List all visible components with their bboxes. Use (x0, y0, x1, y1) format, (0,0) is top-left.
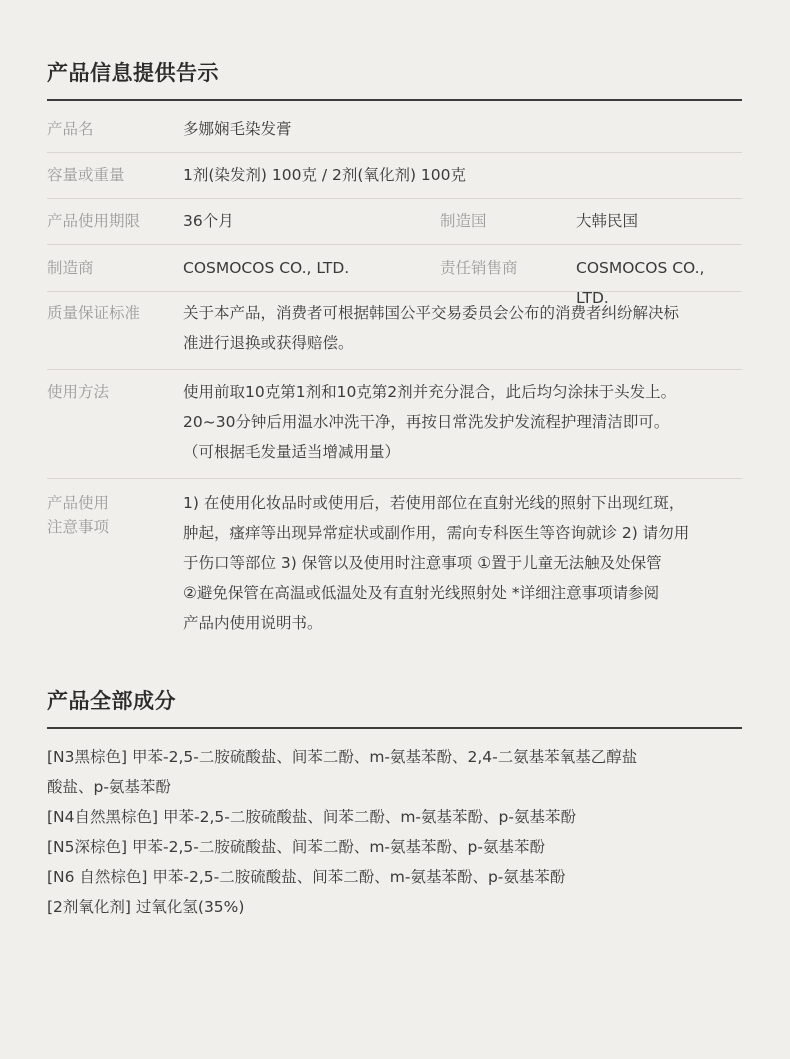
section-divider (47, 99, 742, 101)
row-maker (47, 245, 742, 307)
ingredient-line (47, 862, 742, 892)
caution-line: 于伤口等部位 3) 保管以及使用时注意事项 ①置于儿童无法触及处保管 (183, 554, 662, 572)
value-capacity: 1剂(染发剂) 100克 / 2剂(氧化剂) 100克 (183, 166, 467, 184)
value-product-name: 多娜娴毛染发膏 (183, 120, 292, 138)
row-usage (47, 370, 742, 479)
ingredient-tag: [N6 自然棕色] (47, 868, 148, 886)
product-info-table (47, 106, 742, 649)
value-seller: COSMOCOS CO., LTD. (576, 259, 705, 307)
label-caution (47, 491, 109, 539)
usage-line: （可根据毛发量适当增减用量） (183, 443, 401, 461)
usage-line: 20~30分钟后用温水冲洗干净，再按日常洗发护发流程护理清洁即可。 (183, 413, 670, 431)
ingredient-text: 过氧化氢(35%) (130, 898, 245, 916)
section-title-ingredients: 产品全部成分 (47, 689, 176, 713)
label-country: 制造国 (440, 212, 487, 230)
label-seller: 责任销售商 (440, 259, 518, 277)
caution-line: 肿起，瘙痒等出现异常症状或副作用，需向专科医生等咨询就诊 2) 请勿用 (183, 524, 690, 542)
value-warranty (183, 298, 679, 358)
row-caution (47, 479, 742, 649)
ingredients-list (47, 742, 742, 922)
value-caution (183, 488, 689, 638)
ingredient-tag: [N3黑棕色] (47, 748, 128, 766)
label-expiry: 产品使用期限 (47, 212, 141, 230)
row-capacity (47, 153, 742, 199)
ingredient-line (47, 892, 742, 922)
value-maker: COSMOCOS CO., LTD. (183, 259, 350, 277)
section-divider (47, 727, 742, 729)
label-maker: 制造商 (47, 259, 94, 277)
label-capacity: 容量或重量 (47, 166, 125, 184)
ingredient-line (47, 772, 742, 802)
ingredient-text: 甲苯-2,5-二胺硫酸盐、间苯二酚、m-氨基苯酚、2,4-二氨基苯氧基乙醇盐 (127, 748, 638, 766)
caution-line: 产品内使用说明书。 (183, 614, 323, 632)
label-product-name: 产品名 (47, 120, 94, 138)
value-expiry: 36个月 (183, 212, 234, 230)
usage-line: 使用前取10克第1剂和10克第2剂并充分混合，此后均匀涂抹于头发上。 (183, 383, 677, 401)
ingredient-tag: [2剂氧化剂] (47, 898, 131, 916)
caution-label-line: 注意事项 (47, 518, 110, 536)
warranty-line: 关于本产品，消费者可根据韩国公平交易委员会公布的消费者纠纷解决标 (183, 304, 680, 322)
ingredient-line (47, 742, 742, 772)
label-warranty: 质量保证标准 (47, 304, 141, 322)
label-usage: 使用方法 (47, 383, 110, 401)
ingredient-tag: [N4自然黑棕色] (47, 808, 159, 826)
ingredient-line (47, 832, 742, 862)
ingredient-text: 酸盐、p-氨基苯酚 (47, 778, 171, 796)
row-warranty (47, 292, 742, 370)
ingredient-text: 甲苯-2,5-二胺硫酸盐、间苯二酚、m-氨基苯酚、p-氨基苯酚 (158, 808, 576, 826)
row-product-name (47, 106, 742, 153)
value-usage (183, 377, 676, 467)
row-expiry (47, 199, 742, 245)
caution-line: 1) 在使用化妆品时或使用后，若使用部位在直射光线的照射下出现红斑， (183, 494, 685, 512)
warranty-line: 准进行退换或获得赔偿。 (183, 334, 354, 352)
ingredient-tag: [N5深棕色] (47, 838, 128, 856)
ingredient-line (47, 802, 742, 832)
ingredient-text: 甲苯-2,5-二胺硫酸盐、间苯二酚、m-氨基苯酚、p-氨基苯酚 (147, 868, 566, 886)
section-title-product-info: 产品信息提供告示 (47, 61, 219, 85)
caution-label-line: 产品使用 (47, 494, 110, 512)
ingredient-text: 甲苯-2,5-二胺硫酸盐、间苯二酚、m-氨基苯酚、p-氨基苯酚 (127, 838, 545, 856)
value-country: 大韩民国 (576, 212, 639, 230)
caution-line: ②避免保管在高温或低温处及有直射光线照射处 *详细注意事项请参阅 (183, 584, 660, 602)
